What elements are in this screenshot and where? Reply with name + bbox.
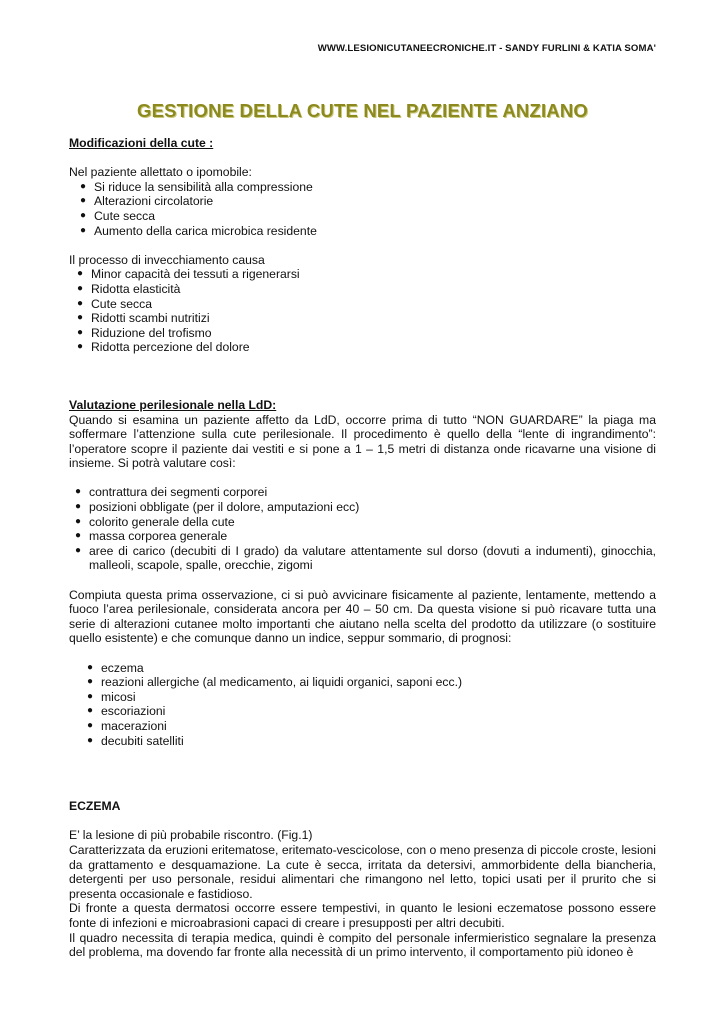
bullet-icon: ● [77, 341, 84, 353]
paragraph: Caratterizzata da eruzioni eritematose, eritemato-vescicolose, con o meno presenza di piccole croste, lesioni da grattamento e desquamazione. La cute è secca, irritata da detersivi, ammorbidente della biancheria, detergenti per uso personale, residui alimentari che rimangono nel letto, topici usati per il prurito che si presenta occasionale e fastidioso. [69, 842, 656, 901]
paragraph: Quando si esamina un paziente affetto da LdD, occorre prima di tutto “NON GUARDARE” la piaga ma soffermare l’attenzione sulla cute perilesionale. Il procedimento è quello della “lente di ingrandimento”: l’operatore scopre il paziente dai vestiti e si pone a 1 – 1,5 metri di distanza onde ricavarne una visione di insieme. Si potrà valutare così: [69, 412, 656, 471]
list-item: ● Ridotta percezione del dolore [77, 340, 250, 355]
bullet-list [69, 267, 656, 355]
bullet-icon: ● [75, 544, 82, 556]
bullet-list [69, 180, 656, 238]
paragraph: Il processo di invecchiamento causa [69, 252, 265, 267]
bullet-icon: ● [80, 209, 87, 221]
list-item: ● Alterazioni circolatorie [80, 194, 214, 209]
bullet-icon: ● [87, 676, 94, 688]
list-item: ● reazioni allergiche (al medicamento, ai liquidi organici, saponi ecc.) [87, 675, 463, 690]
list-item: ● colorito generale della cute [75, 514, 235, 529]
section-heading-valutazione: Valutazione perilesionale nella LdD: [69, 397, 277, 412]
list-item: ● Minor capacità dei tessuti a rigenerarsi [77, 267, 300, 282]
list-item: ● aree di carico (decubiti di I grado) da valutare attentamente sul dorso (dovuti a indumenti), ginocchia, malleoli, scapole, spalle, orecchie, zigomi [75, 543, 656, 573]
page-title: GESTIONE DELLA CUTE NEL PAZIENTE ANZIANO [137, 100, 588, 121]
bullet-icon: ● [77, 326, 84, 338]
section-heading-eczema: ECZEMA [69, 799, 121, 814]
bullet-icon: ● [75, 530, 82, 542]
bullet-icon: ● [77, 282, 84, 294]
list-item: ● Ridotta elasticità [77, 281, 181, 296]
bullet-list [69, 485, 656, 573]
bullet-icon: ● [75, 515, 82, 527]
paragraph: Nel paziente allettato o ipomobile: [69, 165, 252, 180]
paragraph: Compiuta questa prima osservazione, ci si può avvicinare fisicamente al paziente, lentamente, mettendo a fuoco l’area perilesionale, considerata ancora per 40 – 50 cm. Da questa visione si può ricavare tutta una serie di alterazioni cutanee molto importanti che aiutano nella scelta del prodotto da utilizzare (o sostituire quello esistente) e che comunque danno un indice, seppur sommario, di prognosi: [69, 587, 656, 646]
section-heading-modificazioni: Modificazioni della cute : [69, 136, 214, 150]
bullet-icon: ● [80, 195, 87, 207]
bullet-icon: ● [80, 224, 87, 236]
list-item: ● eczema [87, 660, 144, 675]
bullet-icon: ● [87, 661, 94, 673]
list-item: ● Cute secca [77, 296, 152, 311]
page-header: WWW.LESIONICUTANEECRONICHE.IT - SANDY FURLINI & KATIA SOMA' [317, 43, 656, 54]
document-body [69, 136, 656, 960]
list-item: ● posizioni obbligate (per il dolore, amputazioni ecc) [75, 500, 360, 515]
bullet-icon: ● [75, 486, 82, 498]
list-item: ● Ridotti scambi nutritizi [77, 311, 210, 326]
paragraph: Di fronte a questa dermatosi occorre essere tempestivi, in quanto le lesioni eczematose possono essere fonte di infezioni e microabrasioni capaci di creare i presupposti per altri decubiti. [69, 901, 656, 930]
bullet-icon: ● [77, 268, 84, 280]
bullet-icon: ● [87, 734, 94, 746]
bullet-icon: ● [77, 297, 84, 309]
paragraph: Il quadro necessita di terapia medica, quindi è compito del personale infermieristico segnalare la presenza del problema, ma dovendo far fronte alla necessità di un primo intervento, il comportamento più idoneo è [69, 930, 656, 960]
bullet-list [69, 661, 656, 749]
bullet-icon: ● [87, 705, 94, 717]
list-item: ● Riduzione del trofismo [77, 325, 212, 340]
list-item: ● Cute secca [80, 208, 155, 223]
bullet-icon: ● [77, 312, 84, 324]
bullet-icon: ● [87, 719, 94, 731]
bullet-icon: ● [80, 180, 87, 192]
list-item: ● decubiti satelliti [87, 733, 184, 748]
list-item: ● massa corporea generale [75, 529, 228, 544]
bullet-icon: ● [87, 690, 94, 702]
list-item: ● micosi [87, 689, 136, 704]
paragraph: E’ la lesione di più probabile riscontro. (Fig.1) [69, 828, 313, 843]
list-item: ● escoriazioni [87, 704, 166, 719]
list-item: ● Si riduce la sensibilità alla compressione [80, 179, 313, 194]
list-item: ● contrattura dei segmenti corporei [75, 485, 268, 500]
bullet-icon: ● [75, 501, 82, 513]
list-item: ● Aumento della carica microbica residente [80, 223, 317, 238]
list-item: ● macerazioni [87, 718, 167, 733]
